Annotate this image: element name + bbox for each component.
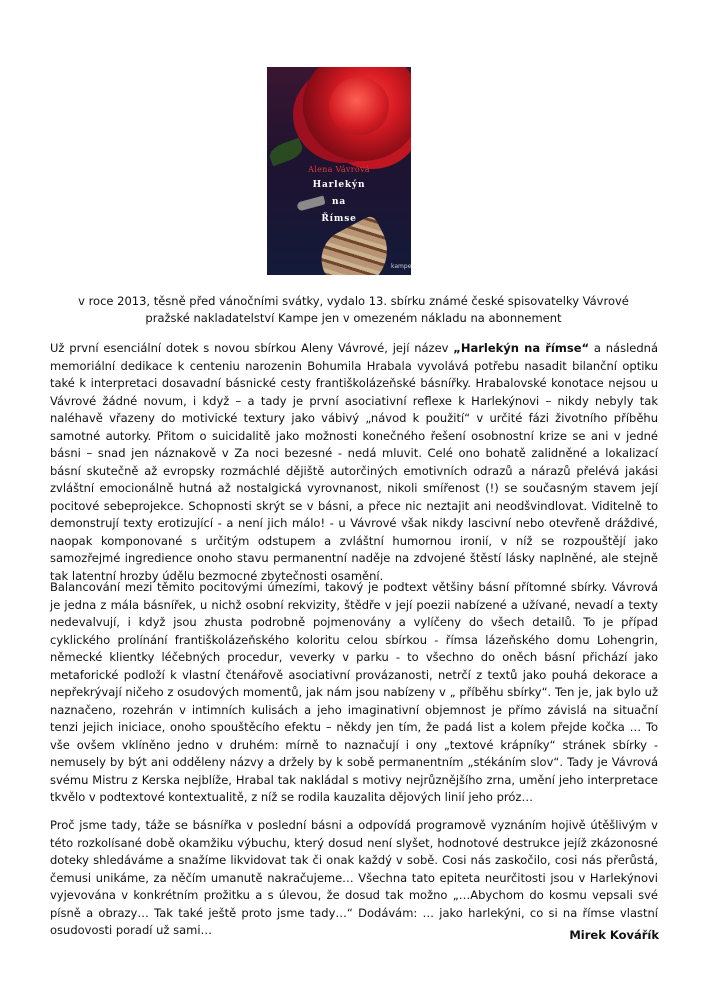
rose-petal-highlight xyxy=(329,77,389,135)
book-cover-image xyxy=(267,67,411,275)
paragraph-2: Balancování mezi těmito pocitovými úmezími, takový je podtext většiny básní přítomné sbírky. Vávrová je jedna z mála básnířek, u nichž osobní rekvizity, štědře v její poezii nabízené a užívané, nevadí a texty nedevalvují, i když jsou zhusta podrobně pojmenovány a vylíčeny do všech detailů. To je případ cyklického prolínání františkolázeňského koloritu celou sbírkou - římsa lázeňského domu Lohengrin, německé klientky léčebných procedur, veverky v parku - to všechno do oněch básní přichází jako metaforické podloží k vlastní čtenářově asociativní provázanosti, netrčí z textů jako pouhá dekorace a nepřekrývají ničeho z osudových momentů, jak nám jsou nabízeny v „ příběhu sbírky“. Ten je, jak bylo už naznačeno, rozehrán v intimních kulisách a jeho imaginativní objemnost je přímo závislá na situační tenzi jejich iniciace, onoho spouštěcího efektu – někdy jen tím, že padá list a kolem přejde kočka … To vše ovšem vklíněno jedno v druhém: mírně to naznačují i ony „textové krápníky“ stránek sbírky - nemusely by být ani odděleny názvy a držely by k sobě permanentním „stékáním slov“. Tady je Vávrová svému Mistru z Kerska nejblíže, Hrabal tak nakládal s motivy nejrůznějšího zrna, umění jeho interpretace tkvělo v podtextové kontextualitě, z níž se rodila kauzalita dějových linií jeho próz… xyxy=(50,580,658,804)
author-signature: Mirek Kovářík xyxy=(569,928,659,942)
leaf-illustration xyxy=(267,138,305,167)
cover-title-line3: Římse xyxy=(321,214,357,224)
paragraph-1-body: a následná memoriální dedikace k centeniu narozenin Bohumila Hrabala vyvolává potřebu nasadit bilanční optiku také k interpretaci dosavadní básnické cesty františkolázeňské básnířky. Hrabalovské konotace nejsou u Vávrové žádné novum, i když – a tady je první asociativní reflexe k Harlekýnovi – nikdy nebyly tak naléhavě vřazeny do motivické textury jako vábivý „návod k použití“ v určité fázi životního příběhu samotné autorky. Přitom o suicidalitě jako možnosti konečného řešení osobnostní krize se ani v jedné básni – snad jen náznakově v Za noci bezesné - nedá mluvit. Celé ono bohatě zalidněné a lokalizací básní skutečně až evropsky rozmáchlé dějiště autorčiných emotivních odrazů a nárazů přelévá jakási zvláštní emocionálně hutná až nostalgická vyrovnanost, nikoli smířenost (!) se současným stavem její pocitové sebeprojekce. Schopnosti skrýt se v básni, a přece nic neztajit ani neodšvindlovat. Viditelně to demonstrují texty erotizující - a není jich málo! - u Vávrové však nikdy lascivní nebo otevřeně dráždivé, naopak komponované s určitým odstupem a zvláštní humornou ironií, v níž se rozpouštějí jako samozřejmé ingredience onoho stavu permanentní naděje na zdvojené štěstí lásky naplněné, ale stejně tak latentní hrozby údělu bezmocné zbytečnosti osamění. xyxy=(50,341,658,583)
book-title-emphasis: „Harlekýn na římse“ xyxy=(453,341,590,355)
caption-line-2: pražské nakladatelství Kampe jen v omezeném nákladu na abonnement xyxy=(145,311,562,325)
caption-line-1: v roce 2013, těsně před vánočními svátky, vydalo 13. sbírku známé české spisovatelky Vávrové xyxy=(78,294,629,308)
cover-title-line1: Harlekýn xyxy=(312,180,366,190)
paragraph-1 xyxy=(50,340,658,585)
publisher-logo: kampe xyxy=(391,263,411,270)
cover-caption xyxy=(40,293,667,327)
paragraph-3: Proč jsme tady, táže se básnířka v poslední básni a odpovídá programově vyznáním hojivě útěšlivým v této rozkolísané době okamžiku výbuchu, který dosud není slyšet, hodnotové destrukce jejíž zkázonosné doteky shledáváme a snažíme likvidovat tak či onak každý v sobě. Cosi nás zaskočilo, cosi nás přerůstá, čemusi unikáme, za něčím umanutě nakračujeme… Všechna tato epiteta neurčitosti jsou v Harlekýnovi vyjevována v konkrétním prožitku a s úlevou, že dosud tak možno „…Abychom do kosmu vepsali své písně a obrazy… Tak také ještě proto jsme tady…“ Dodávám: … jako harlekýni, co si na římse vlastní osudovosti poradí už sami… xyxy=(50,818,658,937)
paragraph-1-intro: Už první esenciální dotek s novou sbírkou Aleny Vávrové, její název xyxy=(50,341,454,355)
cover-author: Alena Vávrová xyxy=(308,165,370,174)
cover-title-line2: na xyxy=(332,197,346,207)
